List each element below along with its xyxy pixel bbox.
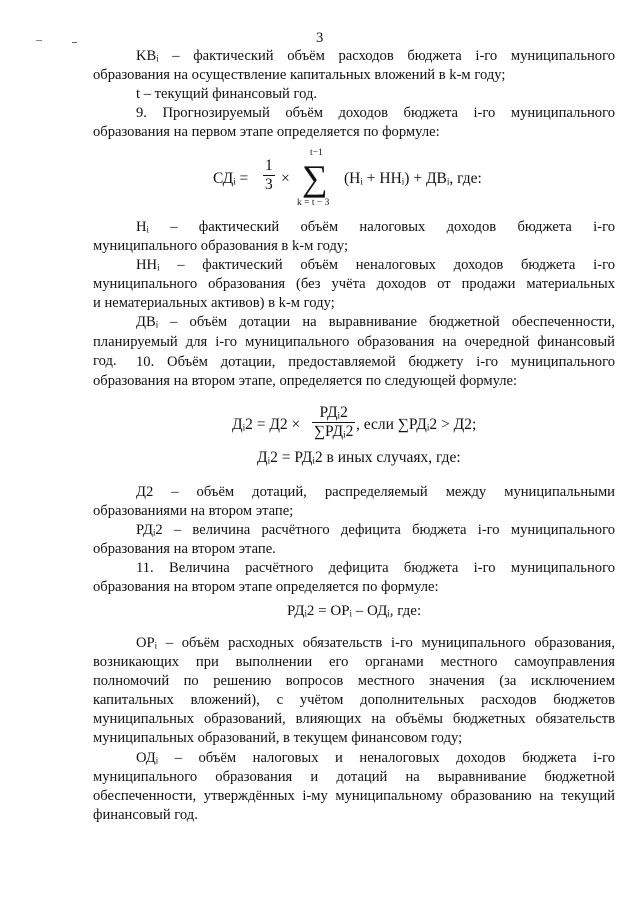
text-line: образования на первом этапе определяется по формуле: [93,124,440,141]
definitions-kv-t [93,47,615,104]
text-line: 11. Величина расчётного дефицита бюджета i-го муниципального [136,560,615,577]
text-line: образования на осуществление капитальных вложений в k-м году; [93,67,506,84]
text-line: образования на втором этапе. [93,541,276,558]
formula-lhs: СДᵢ = [213,170,249,187]
formula-otherwise: Дᵢ2 = РДᵢ2 в иных случаях, где: [257,449,461,466]
sum-lower-limit: k = t − 3 [297,198,330,208]
formula-condition: , если ∑РДᵢ2 > Д2; [356,416,477,433]
text-line: полномочий по решению вопросов местного значения (за исключением [93,673,615,690]
text-line: образования на втором этапе, определяется по следующей формуле: [93,373,518,390]
formula-lhs: Дᵢ2 = Д2 × [232,416,301,433]
sum-symbol: ∑ [302,158,328,198]
text-line: капитальных вложений), с учётом дополнительных расходов бюджетов [93,692,615,709]
scan-mark [72,42,77,43]
text-line: t – текущий финансовый год. [136,86,318,103]
text-line: и нематериальных активов) в k-м году; [93,295,335,312]
fraction-denominator: ∑РДᵢ2 [314,423,354,440]
fraction-numerator: 1 [265,157,273,174]
formula-body: (Нᵢ + ННᵢ) + ДВᵢ, где: [344,170,482,187]
definitions-or-od [93,634,615,825]
definitions-d2-rd-item-11 [93,483,615,598]
text-line: планируемый для i-го муниципального образования на очередной финансовый [93,333,615,350]
item-10-paragraph [93,353,615,391]
formula-text: РДᵢ2 = ОРᵢ – ОДᵢ, где: [287,603,422,619]
sum-upper-limit: t−1 [310,148,323,158]
text-line: ОРᵢ – объём расходных обязательств i-го муниципального образования, [136,635,615,651]
text-line: муниципального образования и дотаций на выравнивание бюджетной [93,768,615,785]
text-line: обеспеченности, утверждённых i-му муниципальному образованию на текущий [93,787,615,804]
text-line: ОДᵢ – объём налоговых и неналоговых доходов бюджета i-го [136,749,615,766]
times-sign: × [281,170,290,187]
fraction-numerator: РДᵢ2 [312,404,355,423]
text-line: муниципального образования в k-м году; [93,238,349,255]
text-line: ДВᵢ – объём дотации на выравнивание бюджетной обеспеченности, [136,314,615,331]
text-line: возникающих при выполнении его органами местного самоуправления [93,654,615,671]
text-line: 10. Объём дотации, предоставляемой бюджету i-го муниципального [136,354,615,370]
text-line: ННᵢ – фактический объём неналоговых доходов бюджета i-го [136,257,615,274]
text-line: 9. Прогнозируемый объём доходов бюджета i-го муниципального [136,105,615,121]
fraction-denominator: 3 [265,176,273,193]
formula-fraction [263,157,275,194]
text-line: муниципальных образований, влияющих на объёмы бюджетных обязательств [93,711,615,728]
item-9-paragraph [93,104,615,142]
text-line: образованиями на втором этапе; [93,503,294,520]
text-line: РДᵢ2 – величина расчётного дефицита бюджета i-го муниципального [136,522,615,539]
text-line: Нᵢ – фактический объём налоговых доходов бюджета i-го [136,219,615,235]
text-line: муниципальных образований, в текущем финансовом году; [93,730,463,747]
text-line: Д2 – объём дотаций, распределяемый между муниципальными [136,484,615,500]
text-line: образования на втором этапе определяется по формуле: [93,579,439,596]
definitions-n-nn-dv [93,218,615,371]
formula-fraction [312,404,355,441]
page-number: 3 [316,30,324,46]
text-line: финансовый год. [93,806,198,823]
scan-mark [36,40,42,41]
text-line: год. [93,352,117,369]
text-line: муниципального образования (без учёта доходов от продажи материальных [93,276,615,293]
text-line: KBᵢ – фактический объём расходов бюджета i-го муниципального [136,48,615,64]
